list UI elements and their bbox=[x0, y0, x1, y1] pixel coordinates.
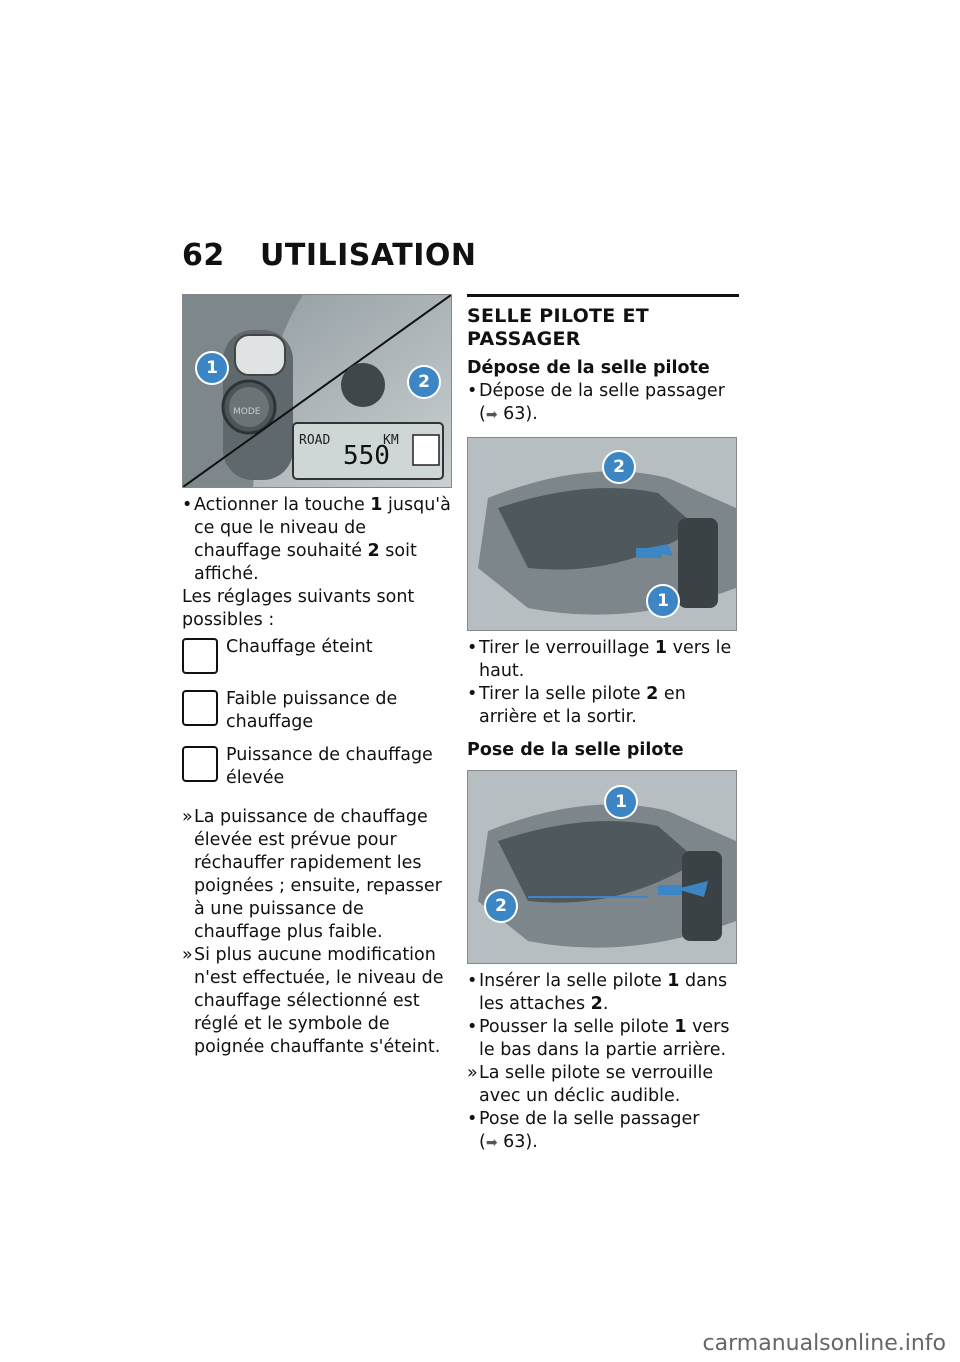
left-column bbox=[182, 294, 454, 1059]
chapter-title: UTILISATION bbox=[260, 238, 477, 273]
removal-step-3: • Tirer la selle pilote 2 en arrière et la sortir. bbox=[467, 684, 686, 727]
heat-level-high: Puissance de chauffage élevée bbox=[182, 744, 454, 790]
callout-2: 2 bbox=[407, 365, 441, 399]
seat-install-figure bbox=[467, 770, 737, 964]
seat-removal-figure bbox=[467, 437, 737, 631]
step-press-button: • Actionner la touche 1 jusqu'à ce que le niveau de chauffage souhaité 2 soit affiché. bbox=[182, 495, 451, 584]
result-no-change: » Si plus aucune modification n'est effectuée, le niveau de chauffage sélectionné est réglé et le symbole de poignée chauffante s'éteint. bbox=[182, 945, 444, 1057]
heating-low-icon bbox=[182, 690, 218, 726]
page-ref-arrow-icon: ➡ bbox=[485, 1135, 498, 1151]
page-header bbox=[182, 238, 477, 273]
install-step-3: • Pose de la selle passager (➡ 63). bbox=[467, 1109, 700, 1152]
watermark: carmanualsonline.info bbox=[702, 1331, 946, 1356]
settings-intro: Les réglages suivants sont possibles : bbox=[182, 587, 415, 630]
removal-title: Dépose de la selle pilote bbox=[467, 358, 710, 378]
heating-off-icon bbox=[182, 638, 218, 674]
display-mode-text: ROAD bbox=[299, 433, 331, 448]
handlebar-button-figure bbox=[182, 294, 452, 488]
fig1-callout-2: 2 bbox=[602, 450, 636, 484]
fig2-callout-2: 2 bbox=[484, 889, 518, 923]
heat-level-off: Chauffage éteint bbox=[182, 636, 454, 674]
removal-step-2: • Tirer le verrouillage 1 vers le haut. bbox=[467, 638, 732, 681]
install-step-2: • Pousser la selle pilote 1 vers le bas dans la partie arrière. bbox=[467, 1017, 730, 1060]
right-column bbox=[467, 294, 739, 1155]
install-title: Pose de la selle pilote bbox=[467, 740, 684, 760]
install-step-1: • Insérer la selle pilote 1 dans les attaches 2. bbox=[467, 971, 728, 1014]
mode-button-label: MODE bbox=[233, 407, 261, 417]
fig2-callout-1: 1 bbox=[604, 785, 638, 819]
display-value-text: 550 bbox=[343, 441, 390, 471]
seat-install-illustration bbox=[468, 771, 736, 963]
callout-1: 1 bbox=[195, 351, 229, 385]
section-title: SELLE PILOTE ET PASSAGER bbox=[467, 294, 739, 351]
fig1-callout-1: 1 bbox=[646, 584, 680, 618]
heat-level-low: Faible puissance de chauffage bbox=[182, 688, 454, 734]
page-number: 62 bbox=[182, 238, 225, 273]
result-high-power: » La puissance de chauffage élevée est prévue pour réchauffer rapidement les poignées ; ensuite, repasser à une puissance de chauffage plus faible. bbox=[182, 807, 442, 942]
removal-step-1: • Dépose de la selle passager (➡ 63). bbox=[467, 381, 725, 424]
heating-high-icon bbox=[182, 746, 218, 782]
display-unit-text: KM bbox=[383, 433, 399, 448]
install-result: » La selle pilote se verrouille avec un déclic audible. bbox=[467, 1063, 714, 1106]
page-ref-arrow-icon: ➡ bbox=[485, 407, 498, 423]
